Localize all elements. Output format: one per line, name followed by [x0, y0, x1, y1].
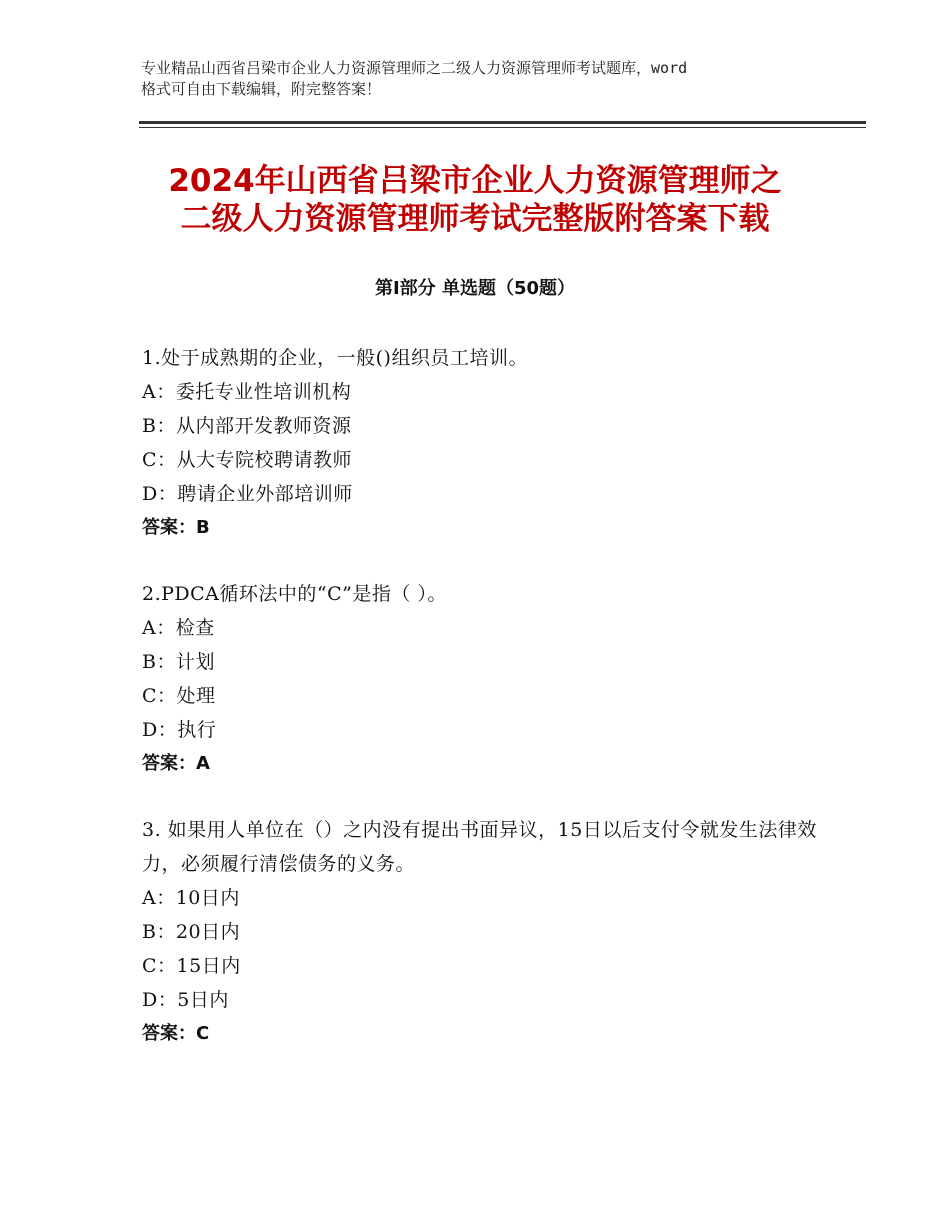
header-divider-thin	[139, 127, 866, 128]
answer: 答案：C	[142, 1023, 210, 1044]
document-title	[100, 162, 850, 238]
option-d: D：5日内	[142, 989, 229, 1011]
header-divider-thick	[139, 121, 866, 124]
question-stem: 1.处于成熟期的企业，一般()组织员工培训。	[142, 347, 528, 369]
option-b: B：计划	[142, 651, 215, 673]
question-3	[142, 813, 822, 1051]
option-c: C：15日内	[142, 955, 241, 977]
option-a: A：10日内	[142, 887, 240, 909]
document-title-line-2: 二级人力资源管理师考试完整版附答案下载	[180, 201, 770, 237]
option-b: B：从内部开发教师资源	[142, 415, 352, 437]
option-b: B：20日内	[142, 921, 241, 943]
option-d: D：聘请企业外部培训师	[142, 483, 353, 505]
document-title-line-1: 2024年山西省吕梁市企业人力资源管理师之	[168, 163, 782, 199]
question-stem: 2.PDCA循环法中的“C”是指（ ）。	[142, 583, 447, 605]
option-d: D：执行	[142, 719, 217, 741]
option-a: A：委托专业性培训机构	[142, 381, 352, 403]
header-note-line-2: 格式可自由下载编辑，附完整答案！	[141, 80, 382, 98]
question-1	[142, 341, 822, 545]
question-stem: 3. 如果用人单位在（）之内没有提出书面异议，15日以后支付令就发生法律效力，必须履行清偿债务的义务。	[142, 819, 817, 875]
option-a: A：检查	[142, 617, 215, 639]
option-c: C：从大专院校聘请教师	[142, 449, 353, 471]
answer: 答案：B	[142, 517, 210, 538]
question-list	[142, 341, 822, 1083]
option-c: C：处理	[142, 685, 216, 707]
section-title: 第Ⅰ部分 单选题（50题）	[374, 278, 575, 299]
answer: 答案：A	[142, 753, 210, 774]
header-note	[141, 58, 831, 100]
header-note-line-1: 专业精品山西省吕梁市企业人力资源管理师之二级人力资源管理师考试题库，word	[141, 59, 688, 77]
question-2	[142, 577, 822, 781]
